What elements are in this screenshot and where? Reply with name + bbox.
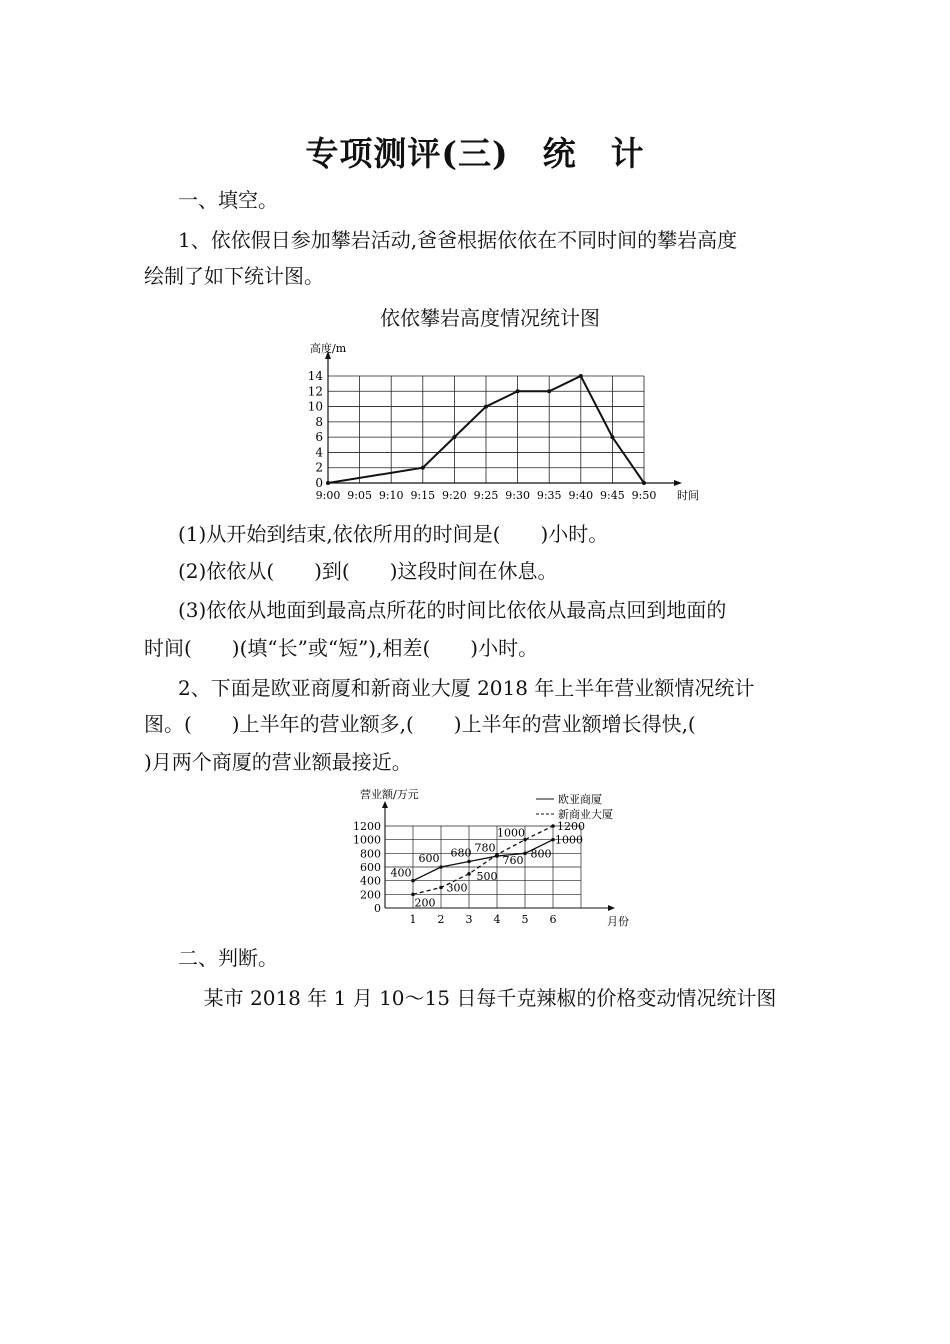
q2-text-line1: 2、下面是欧亚商厦和新商业大厦 2018 年上半年营业额情况统计 bbox=[178, 676, 755, 700]
data-label: 800 bbox=[530, 847, 552, 861]
chart1-title: 依依攀岩高度情况统计图 bbox=[380, 306, 600, 330]
page-title: 专项测评(三) 统 计 bbox=[305, 134, 645, 173]
x-tick-label: 9:05 bbox=[347, 489, 372, 502]
y-tick-label: 400 bbox=[360, 874, 381, 888]
x-tick-label: 9:15 bbox=[410, 489, 436, 502]
q2-text-line3: )月两个商厦的营业额最接近。 bbox=[144, 750, 412, 774]
y-tick-label: 800 bbox=[360, 847, 381, 861]
q1-text-line2: 绘制了如下统计图。 bbox=[144, 264, 324, 288]
y-axis-label: 营业额/万元 bbox=[360, 788, 419, 801]
y-tick-label: 0 bbox=[374, 902, 381, 915]
x-tick-label: 3 bbox=[465, 913, 473, 926]
legend-label: 欧亚商厦 bbox=[558, 793, 602, 806]
data-point bbox=[523, 852, 527, 856]
y-tick-label: 6 bbox=[315, 430, 323, 445]
data-point bbox=[439, 865, 443, 869]
q2-text-line2: 图。( )上半年的营业额多,( )上半年的营业额增长得快,( bbox=[144, 712, 696, 736]
data-label: 1000 bbox=[555, 833, 583, 847]
data-point bbox=[467, 860, 471, 864]
x-axis-label: 月份 bbox=[607, 915, 629, 928]
data-label: 300 bbox=[446, 881, 468, 895]
q1-sub3-line1: (3)依依从地面到最高点所花的时间比依依从最高点回到地面的 bbox=[178, 598, 727, 622]
data-point bbox=[516, 389, 520, 393]
y-tick-label: 2 bbox=[315, 460, 323, 475]
y-tick-label: 200 bbox=[360, 888, 381, 902]
x-axis-arrow bbox=[608, 905, 615, 911]
x-tick-label: 9:50 bbox=[631, 489, 657, 502]
y-axis-label: 高度/m bbox=[310, 342, 347, 355]
x-tick-label: 9:35 bbox=[536, 489, 562, 502]
x-tick-label: 9:30 bbox=[505, 489, 530, 502]
x-axis-arrow bbox=[674, 480, 682, 486]
data-point bbox=[452, 435, 456, 439]
x-axis-label: 时间 bbox=[677, 489, 699, 502]
legend-label: 新商业大厦 bbox=[558, 808, 613, 821]
data-point bbox=[484, 405, 488, 409]
q1-sub3-line2: 时间( )(填“长”或“短”),相差( )小时。 bbox=[144, 636, 539, 660]
x-tick-label: 1 bbox=[409, 913, 417, 926]
x-tick-label: 4 bbox=[493, 913, 501, 926]
data-label: 1200 bbox=[557, 820, 585, 833]
x-tick-label: 9:20 bbox=[442, 489, 467, 502]
data-label: 1000 bbox=[497, 826, 525, 840]
data-point bbox=[411, 879, 415, 883]
y-tick-label: 10 bbox=[307, 399, 323, 414]
data-point bbox=[610, 435, 614, 439]
data-point bbox=[495, 853, 499, 857]
x-tick-label: 2 bbox=[437, 913, 445, 926]
x-tick-label: 9:00 bbox=[315, 489, 341, 502]
y-tick-label: 600 bbox=[360, 861, 381, 874]
y-tick-label: 4 bbox=[315, 445, 323, 460]
x-tick-label: 5 bbox=[521, 913, 529, 926]
section1-heading: 一、填空。 bbox=[178, 188, 278, 212]
data-point bbox=[467, 872, 471, 876]
x-tick-label: 6 bbox=[549, 913, 557, 926]
data-label: 400 bbox=[390, 866, 412, 880]
y-tick-label: 8 bbox=[315, 414, 323, 429]
x-tick-label: 9:10 bbox=[378, 489, 404, 502]
data-label: 500 bbox=[476, 869, 498, 883]
q1-sub2: (2)依依从( )到( )这段时间在休息。 bbox=[178, 559, 558, 583]
data-point bbox=[642, 481, 646, 485]
y-tick-label: 14 bbox=[307, 369, 323, 383]
y-tick-label: 1200 bbox=[353, 820, 381, 833]
data-point bbox=[421, 466, 425, 470]
x-tick-label: 9:25 bbox=[473, 489, 499, 502]
y-axis-arrow bbox=[382, 801, 388, 808]
data-point bbox=[547, 389, 551, 393]
data-label: 200 bbox=[414, 896, 436, 910]
data-label: 600 bbox=[418, 852, 440, 865]
mall-revenue-chart bbox=[340, 783, 640, 931]
data-point bbox=[439, 886, 443, 890]
data-label: 680 bbox=[450, 846, 472, 860]
x-tick-label: 9:40 bbox=[568, 489, 594, 502]
data-point bbox=[579, 374, 583, 378]
y-tick-label: 0 bbox=[315, 476, 323, 490]
section2-heading: 二、判断。 bbox=[178, 946, 278, 970]
q1-sub1: (1)从开始到结束,依依所用的时间是( )小时。 bbox=[178, 522, 609, 546]
q1-text-line1: 1、依依假日参加攀岩活动,爸爸根据依依在不同时间的攀岩高度 bbox=[178, 228, 738, 252]
data-point bbox=[551, 824, 555, 828]
data-label: 780 bbox=[474, 841, 496, 855]
climbing-height-chart bbox=[290, 335, 710, 510]
chart3-caption: 某市 2018 年 1 月 10～15 日每千克辣椒的价格变动情况统计图 bbox=[203, 986, 777, 1010]
x-tick-label: 9:45 bbox=[600, 489, 625, 502]
data-label: 760 bbox=[502, 854, 524, 868]
data-point bbox=[326, 481, 330, 485]
y-tick-label: 12 bbox=[307, 384, 323, 399]
y-tick-label: 1000 bbox=[353, 833, 381, 847]
